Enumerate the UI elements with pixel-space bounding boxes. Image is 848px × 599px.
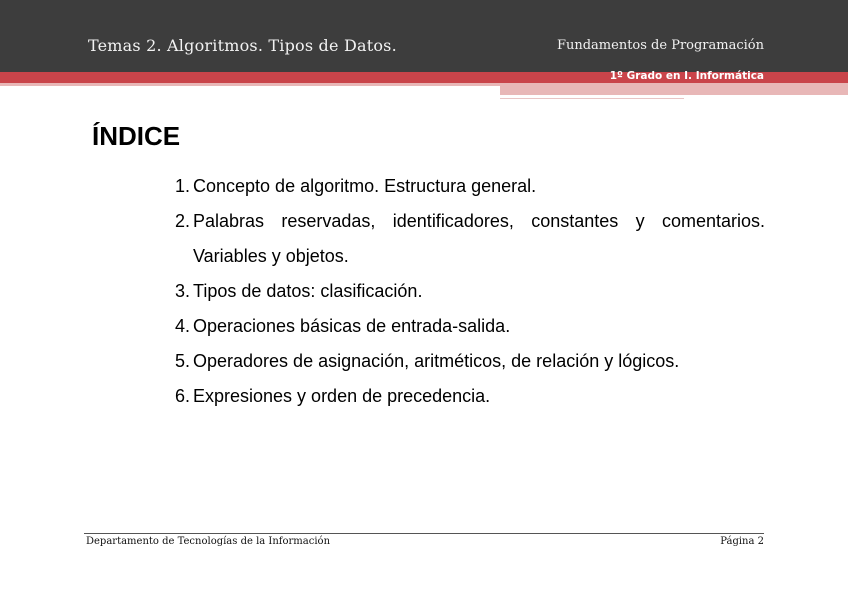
toc-item-5: [175, 344, 765, 379]
footer-department: Departamento de Tecnologías de la Información: [86, 536, 331, 547]
toc-item-number: 4.: [175, 316, 191, 336]
toc-item-number: 6.: [175, 386, 191, 406]
toc-item-text: Operaciones básicas de entrada-salida.: [193, 316, 511, 336]
toc-item-6: [175, 379, 765, 414]
toc-item-text: Operadores de asignación, aritméticos, de relación y lógicos.: [193, 351, 680, 371]
toc-item-number: 5.: [175, 351, 191, 371]
toc-item-3: [175, 274, 765, 309]
footer-divider: [84, 533, 764, 534]
toc-item-2: [175, 204, 765, 274]
header-pink-band-right: [500, 83, 848, 95]
toc-item-text: Tipos de datos: clasificación.: [193, 281, 423, 301]
toc-item-number: 3.: [175, 281, 191, 301]
header-grade: 1º Grado en I. Informática: [609, 70, 764, 82]
header-course: Fundamentos de Programación: [556, 38, 764, 53]
header-pink-band-left: [0, 83, 500, 86]
toc-item-1: [175, 169, 765, 204]
toc-item-4: [175, 309, 765, 344]
table-of-contents: [175, 169, 765, 414]
toc-item-text: Palabras reservadas, identificadores, constantes y comentarios. Variables y objetos.: [193, 211, 765, 266]
header-thin-line: [500, 98, 684, 99]
toc-item-number: 1.: [175, 176, 191, 196]
toc-item-text: Expresiones y orden de precedencia.: [193, 386, 491, 406]
footer-page-number: Página 2: [720, 536, 764, 547]
header-topic: Temas 2. Algoritmos. Tipos de Datos.: [88, 36, 397, 55]
toc-item-text: Concepto de algoritmo. Estructura general.: [193, 176, 537, 196]
toc-item-number: 2.: [175, 211, 191, 231]
index-title: ÍNDICE: [92, 121, 181, 151]
